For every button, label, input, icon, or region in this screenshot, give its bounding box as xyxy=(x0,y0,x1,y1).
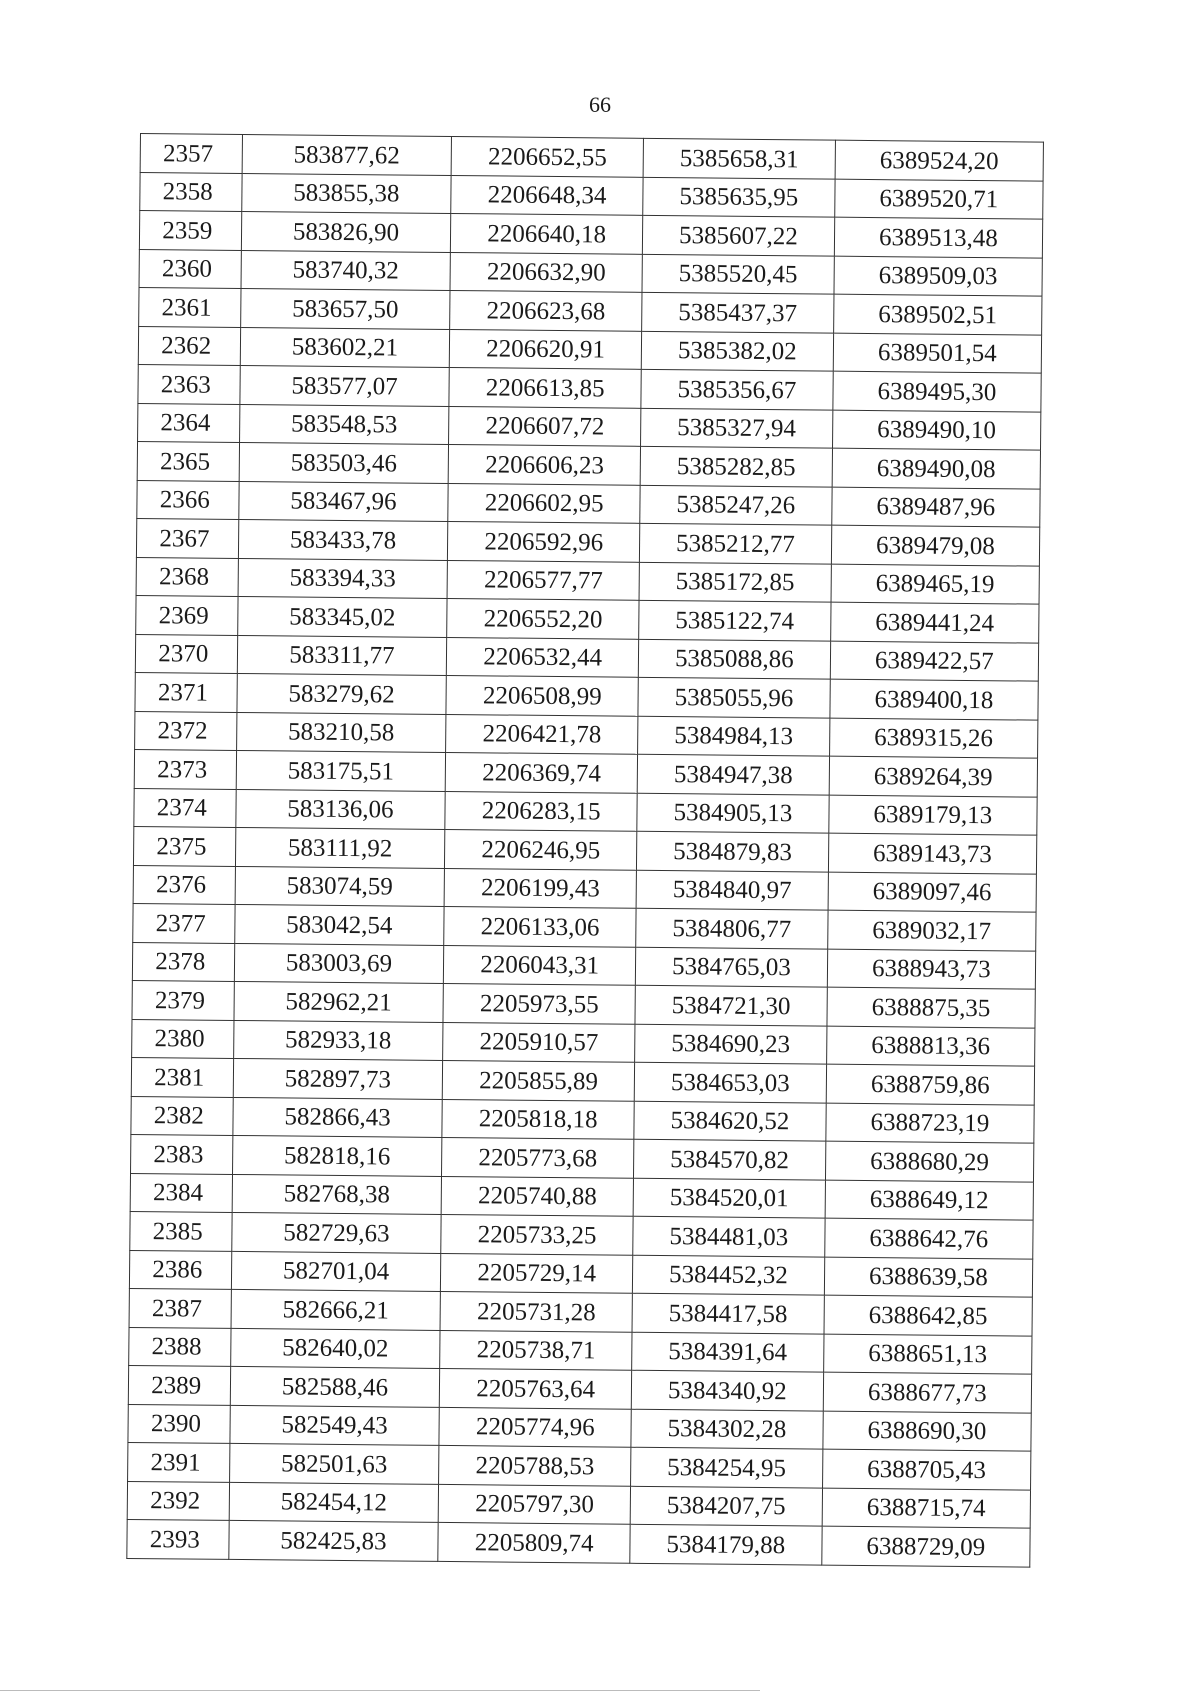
point-number-cell: 2376 xyxy=(133,865,235,904)
point-number-cell: 2388 xyxy=(129,1327,231,1366)
coord-4-cell: 6389520,71 xyxy=(834,179,1043,219)
point-number-cell: 2362 xyxy=(138,326,240,365)
coord-3-cell: 5384207,75 xyxy=(630,1486,822,1526)
coord-3-cell: 5384690,23 xyxy=(635,1024,827,1064)
coord-3-cell: 5384570,82 xyxy=(634,1139,826,1179)
coord-4-cell: 6388649,12 xyxy=(825,1180,1034,1220)
coord-4-cell: 6388759,86 xyxy=(826,1064,1035,1104)
point-number-cell: 2384 xyxy=(130,1173,232,1212)
coord-4-cell: 6389400,18 xyxy=(830,679,1039,719)
coord-2-cell: 2205910,57 xyxy=(443,1022,635,1062)
coord-2-cell: 2205788,53 xyxy=(439,1445,631,1485)
coord-4-cell: 6389495,30 xyxy=(833,371,1042,411)
coord-4-cell: 6388677,73 xyxy=(823,1372,1032,1412)
coord-1-cell: 583175,51 xyxy=(236,750,446,791)
coord-4-cell: 6388639,58 xyxy=(824,1257,1033,1297)
point-number-cell: 2377 xyxy=(133,903,235,942)
coord-3-cell: 5384340,92 xyxy=(631,1370,823,1410)
coord-2-cell: 2205773,68 xyxy=(442,1137,634,1177)
coord-4-cell: 6389502,51 xyxy=(833,294,1042,334)
coord-2-cell: 2205738,71 xyxy=(440,1330,632,1370)
coord-1-cell: 583394,33 xyxy=(238,558,448,599)
point-number-cell: 2382 xyxy=(131,1096,233,1135)
point-number-cell: 2364 xyxy=(138,403,240,442)
coord-1-cell: 582729,63 xyxy=(231,1212,441,1253)
coord-3-cell: 5385055,96 xyxy=(638,677,830,717)
coord-1-cell: 583279,62 xyxy=(237,673,447,714)
coord-4-cell: 6388813,36 xyxy=(826,1026,1035,1066)
point-number-cell: 2372 xyxy=(135,711,237,750)
coord-1-cell: 582962,21 xyxy=(234,981,444,1022)
coord-3-cell: 5384179,88 xyxy=(630,1524,822,1564)
coord-2-cell: 2205855,89 xyxy=(443,1060,635,1100)
coord-1-cell: 583503,46 xyxy=(239,442,449,483)
coord-2-cell: 2206640,18 xyxy=(451,213,643,253)
coord-4-cell: 6388729,09 xyxy=(822,1526,1031,1566)
coord-1-cell: 582933,18 xyxy=(233,1020,443,1061)
table-row xyxy=(127,1519,1030,1566)
coord-1-cell: 582866,43 xyxy=(232,1097,442,1138)
coord-1-cell: 582588,46 xyxy=(230,1366,440,1407)
coord-1-cell: 583826,90 xyxy=(241,211,451,252)
coordinates-table-body xyxy=(127,134,1044,1567)
coord-4-cell: 6389487,96 xyxy=(832,487,1041,527)
coord-4-cell: 6388642,76 xyxy=(825,1218,1034,1258)
coord-2-cell: 2206592,96 xyxy=(448,521,640,561)
coord-3-cell: 5385122,74 xyxy=(639,600,831,640)
point-number-cell: 2373 xyxy=(134,749,236,788)
coord-4-cell: 6389179,13 xyxy=(829,795,1038,835)
point-number-cell: 2380 xyxy=(132,1019,234,1058)
coord-1-cell: 583136,06 xyxy=(235,789,445,830)
point-number-cell: 2358 xyxy=(140,172,242,211)
coord-4-cell: 6389441,24 xyxy=(830,602,1039,642)
coord-3-cell: 5385247,26 xyxy=(640,485,832,525)
coord-2-cell: 2206613,85 xyxy=(449,367,641,407)
coord-3-cell: 5384947,38 xyxy=(637,754,829,794)
coord-4-cell: 6389264,39 xyxy=(829,756,1038,796)
coord-3-cell: 5384391,64 xyxy=(632,1332,824,1372)
point-number-cell: 2369 xyxy=(136,595,238,634)
coord-3-cell: 5385520,45 xyxy=(642,254,834,294)
coord-4-cell: 6389422,57 xyxy=(830,641,1039,681)
coord-1-cell: 582666,21 xyxy=(231,1289,441,1330)
coord-1-cell: 583003,69 xyxy=(234,943,444,984)
coord-3-cell: 5385212,77 xyxy=(639,523,831,563)
coord-1-cell: 582501,63 xyxy=(229,1443,439,1484)
coord-1-cell: 583042,54 xyxy=(234,904,444,945)
coord-3-cell: 5384620,52 xyxy=(634,1101,826,1141)
coord-2-cell: 2206620,91 xyxy=(450,329,642,369)
coord-3-cell: 5384452,32 xyxy=(632,1255,824,1295)
point-number-cell: 2361 xyxy=(139,287,241,326)
coord-3-cell: 5385437,37 xyxy=(642,292,834,332)
point-number-cell: 2386 xyxy=(129,1250,231,1289)
coord-2-cell: 2206246,95 xyxy=(445,829,637,869)
point-number-cell: 2360 xyxy=(139,249,241,288)
coord-2-cell: 2206607,72 xyxy=(449,406,641,446)
coord-1-cell: 582768,38 xyxy=(232,1174,442,1215)
coord-4-cell: 6389465,19 xyxy=(831,564,1040,604)
coord-4-cell: 6388642,85 xyxy=(824,1295,1033,1335)
coord-1-cell: 582701,04 xyxy=(231,1251,441,1292)
coord-2-cell: 2205797,30 xyxy=(439,1484,631,1524)
coord-2-cell: 2205809,74 xyxy=(438,1522,630,1562)
point-number-cell: 2383 xyxy=(131,1134,233,1173)
coord-1-cell: 583210,58 xyxy=(236,712,446,753)
coord-2-cell: 2206552,20 xyxy=(447,598,639,638)
coord-2-cell: 2205733,25 xyxy=(441,1214,633,1254)
point-number-cell: 2390 xyxy=(128,1404,230,1443)
coord-1-cell: 583311,77 xyxy=(237,635,447,676)
coord-2-cell: 2206606,23 xyxy=(448,444,640,484)
coord-1-cell: 583577,07 xyxy=(239,365,449,406)
coord-1-cell: 583657,50 xyxy=(240,288,450,329)
coord-2-cell: 2206421,78 xyxy=(446,714,638,754)
coord-1-cell: 582454,12 xyxy=(229,1482,439,1523)
coord-3-cell: 5385382,02 xyxy=(641,331,833,371)
coord-1-cell: 583111,92 xyxy=(235,827,445,868)
coord-3-cell: 5384806,77 xyxy=(636,908,828,948)
coord-4-cell: 6389143,73 xyxy=(828,833,1037,873)
coord-2-cell: 2206632,90 xyxy=(450,252,642,292)
coord-4-cell: 6389032,17 xyxy=(827,910,1036,950)
point-number-cell: 2365 xyxy=(137,441,239,480)
coord-1-cell: 582549,43 xyxy=(230,1405,440,1446)
coord-3-cell: 5384520,01 xyxy=(633,1178,825,1218)
coord-2-cell: 2205731,28 xyxy=(440,1291,632,1331)
coord-4-cell: 6388943,73 xyxy=(827,949,1036,989)
coord-1-cell: 583602,21 xyxy=(240,327,450,368)
point-number-cell: 2375 xyxy=(133,826,235,865)
coord-4-cell: 6389509,03 xyxy=(834,256,1043,296)
page-number: 66 xyxy=(589,92,611,117)
coord-1-cell: 583548,53 xyxy=(239,404,449,445)
coord-1-cell: 582640,02 xyxy=(230,1328,440,1369)
coord-1-cell: 582818,16 xyxy=(232,1135,442,1176)
coord-1-cell: 582897,73 xyxy=(233,1058,443,1099)
coord-2-cell: 2206283,15 xyxy=(445,791,637,831)
coord-2-cell: 2206623,68 xyxy=(450,290,642,330)
coord-1-cell: 583433,78 xyxy=(238,519,448,560)
coord-2-cell: 2206577,77 xyxy=(447,560,639,600)
scan-edge-line xyxy=(0,1690,760,1691)
coord-2-cell: 2205774,96 xyxy=(439,1407,631,1447)
coord-3-cell: 5385635,95 xyxy=(643,177,835,217)
coord-3-cell: 5384481,03 xyxy=(633,1216,825,1256)
coord-3-cell: 5384984,13 xyxy=(638,716,830,756)
coord-1-cell: 583074,59 xyxy=(235,866,445,907)
coord-3-cell: 5384254,95 xyxy=(631,1447,823,1487)
point-number-cell: 2368 xyxy=(136,557,238,596)
coord-4-cell: 6389490,08 xyxy=(832,448,1041,488)
point-number-cell: 2392 xyxy=(127,1481,229,1520)
coord-3-cell: 5384653,03 xyxy=(634,1062,826,1102)
coord-4-cell: 6388875,35 xyxy=(827,987,1036,1027)
coord-3-cell: 5385356,67 xyxy=(641,369,833,409)
coord-2-cell: 2206133,06 xyxy=(444,906,636,946)
point-number-cell: 2367 xyxy=(136,518,238,557)
coord-3-cell: 5385172,85 xyxy=(639,562,831,602)
coord-3-cell: 5384840,97 xyxy=(636,870,828,910)
coord-2-cell: 2206199,43 xyxy=(444,868,636,908)
coord-2-cell: 2206648,34 xyxy=(451,175,643,215)
coord-4-cell: 6389524,20 xyxy=(835,140,1044,180)
coord-1-cell: 582425,83 xyxy=(228,1520,438,1561)
coord-3-cell: 5384417,58 xyxy=(632,1293,824,1333)
point-number-cell: 2363 xyxy=(138,364,240,403)
coord-3-cell: 5385282,85 xyxy=(640,446,832,486)
point-number-cell: 2385 xyxy=(130,1211,232,1250)
coord-4-cell: 6388715,74 xyxy=(822,1488,1031,1528)
coord-4-cell: 6389479,08 xyxy=(831,525,1040,565)
coord-4-cell: 6389501,54 xyxy=(833,333,1042,373)
coord-2-cell: 2206369,74 xyxy=(446,752,638,792)
coord-1-cell: 583345,02 xyxy=(237,596,447,637)
coord-4-cell: 6388723,19 xyxy=(826,1103,1035,1143)
coord-4-cell: 6389315,26 xyxy=(829,718,1038,758)
coord-4-cell: 6388705,43 xyxy=(822,1449,1031,1489)
coord-4-cell: 6388690,30 xyxy=(823,1411,1032,1451)
coord-4-cell: 6389513,48 xyxy=(834,217,1043,257)
point-number-cell: 2378 xyxy=(132,942,234,981)
point-number-cell: 2371 xyxy=(135,672,237,711)
coord-4-cell: 6389097,46 xyxy=(828,872,1037,912)
point-number-cell: 2393 xyxy=(127,1519,229,1558)
point-number-cell: 2359 xyxy=(139,211,241,250)
coord-4-cell: 6388651,13 xyxy=(823,1334,1032,1374)
coord-3-cell: 5385658,31 xyxy=(643,138,835,178)
point-number-cell: 2389 xyxy=(128,1365,230,1404)
coord-1-cell: 583855,38 xyxy=(241,173,451,214)
point-number-cell: 2374 xyxy=(134,788,236,827)
coord-4-cell: 6389490,10 xyxy=(832,410,1041,450)
coord-3-cell: 5384765,03 xyxy=(635,947,827,987)
coord-3-cell: 5384721,30 xyxy=(635,985,827,1025)
point-number-cell: 2387 xyxy=(129,1288,231,1327)
coord-2-cell: 2206652,55 xyxy=(451,136,643,176)
coord-1-cell: 583740,32 xyxy=(241,250,451,291)
point-number-cell: 2357 xyxy=(140,134,242,173)
coord-2-cell: 2205729,14 xyxy=(441,1253,633,1293)
coord-2-cell: 2206532,44 xyxy=(447,637,639,677)
coord-2-cell: 2205818,18 xyxy=(442,1099,634,1139)
point-number-cell: 2366 xyxy=(137,480,239,519)
coord-4-cell: 6388680,29 xyxy=(825,1141,1034,1181)
coord-2-cell: 2205740,88 xyxy=(441,1176,633,1216)
point-number-cell: 2391 xyxy=(128,1442,230,1481)
coord-1-cell: 583877,62 xyxy=(242,134,452,175)
coordinates-table xyxy=(126,133,1044,1567)
coord-1-cell: 583467,96 xyxy=(238,481,448,522)
coord-3-cell: 5384302,28 xyxy=(631,1409,823,1449)
coord-2-cell: 2206602,95 xyxy=(448,483,640,523)
coord-2-cell: 2205973,55 xyxy=(443,983,635,1023)
point-number-cell: 2370 xyxy=(135,634,237,673)
point-number-cell: 2379 xyxy=(132,980,234,1019)
coord-2-cell: 2206508,99 xyxy=(446,675,638,715)
point-number-cell: 2381 xyxy=(131,1057,233,1096)
coord-3-cell: 5385327,94 xyxy=(641,408,833,448)
coord-3-cell: 5385088,86 xyxy=(638,639,830,679)
coord-3-cell: 5385607,22 xyxy=(642,215,834,255)
coord-3-cell: 5384879,83 xyxy=(636,831,828,871)
coord-3-cell: 5384905,13 xyxy=(637,793,829,833)
coord-2-cell: 2206043,31 xyxy=(444,945,636,985)
coord-2-cell: 2205763,64 xyxy=(440,1368,632,1408)
